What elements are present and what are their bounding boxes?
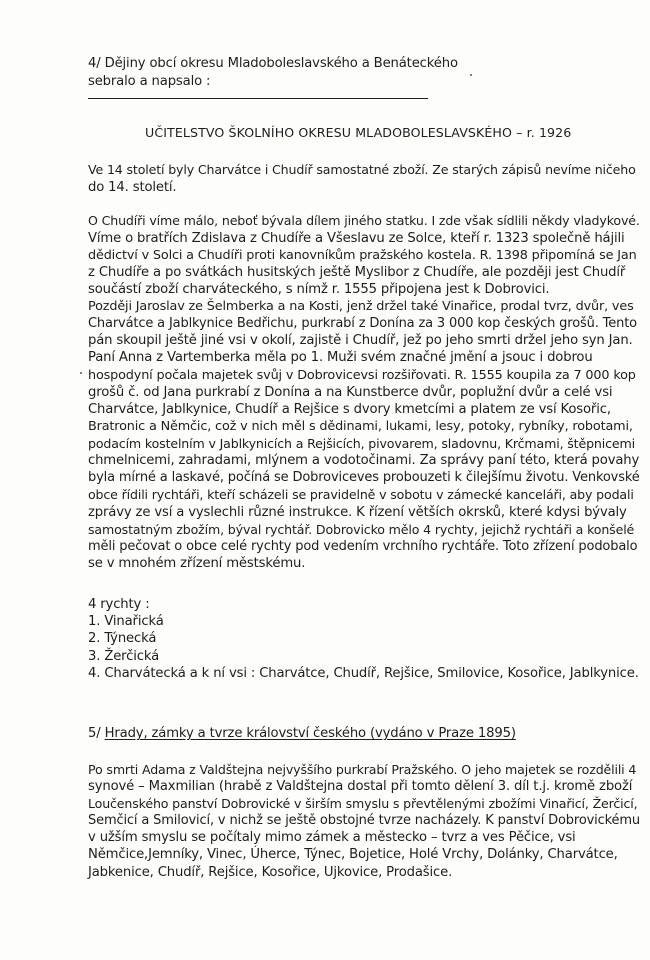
paragraph-line: Později Jaroslav ze Šelmberka a na Kosti, jenž držel také Vinařice, prodal tvrz, dvůr, ves xyxy=(88,299,634,314)
paragraph-line: v užším smyslu se počítaly mimo zámek a městecko – tvrz a ves Pěčice, vsi xyxy=(88,830,576,845)
paragraph-line: Charvátce a Jablkynice Bedřichu, purkrabí z Donína za 3 000 kop českých grošů. Tento xyxy=(88,316,637,331)
paragraph-line: chmelnicemi, zahradami, mlýnem a vodotočinami. Za správy paní této, která povahy xyxy=(88,453,640,468)
list-item: 2. Týnecká xyxy=(88,631,157,646)
paragraph-line: hospodyní počala majetek svůj v Dobrovicevsi rozšiřovati. R. 1555 koupila za 7 000 kop xyxy=(88,368,636,383)
signature-rule xyxy=(88,98,428,99)
paragraph-line: se v mnohém zřízení městskému. xyxy=(88,556,306,571)
document-heading: UČITELSTVO ŠKOLNÍHO OKRESU MLADOBOLESLAVSKÉHO – r. 1926 xyxy=(145,125,572,140)
paragraph-line: Bratronic a Němčic, což v nich měl s dědinami, lukami, lesy, potoky, rybníky, robotami, xyxy=(88,419,633,434)
paragraph-line: pán skoupil ještě jiné vsi v okolí, zajistě i Chudíř, jež po jeho smrti držel jeho syn Jan. xyxy=(88,333,633,348)
paragraph-line: Paní Anna z Vartemberka měla po 1. Muži svém značné jmění a jsouc i dobrou xyxy=(88,350,593,365)
section-heading xyxy=(88,726,516,742)
paragraph-line: Víme o bratřích Zdislava z Chudíře a Všeslavu ze Solce, kteří r. 1323 společně hájili xyxy=(88,231,625,246)
paragraph-line: byla mírné a laskavé, počíná se Dobroviceves probouzeti k čilejšímu životu. Venkovské xyxy=(88,470,640,485)
paragraph-line: samostatným zbožím, býval rychtář. Dobrovicko mělo 4 rychty, jejichž rychtáři a konšelé xyxy=(88,522,635,537)
list-item: 4. Charvátecká a k ní vsi : Charvátce, Chudíř, Rejšice, Smilovice, Kosořice, Jablkynice. xyxy=(88,666,639,681)
paragraph-line: O Chudíři víme málo, neboť bývala dílem jiného statku. I zde však sídlili někdy vladykové. xyxy=(88,213,640,228)
paragraph-line: Semčicí a Smilovicí, v nichž se ještě obstojné tvrze nacházely. K panství Dobrovickému xyxy=(88,813,640,828)
paragraph-line: podacím kostelním v Jablkynicích a Rejšicích, pivovarem, sladovnu, Krčmami, štěpnicemi xyxy=(88,436,635,451)
list-title: 4 rychty : xyxy=(88,597,150,612)
paragraph-line: dědictví v Solci a Chudíři proti kanovníkům pražského kostela. R. 1398 připomíná se Jan xyxy=(88,248,637,263)
paragraph-line: Loučenského panství Dobrovické v širším smyslu s převtělenými zbožími Vinařicí, Žerčicí, xyxy=(88,796,638,811)
paragraph-line: součástí zboží charváteckého, s nímž r. 1555 připojena jest k Dobrovici. xyxy=(88,282,550,297)
header-line-2: sebralo a napsalo : xyxy=(88,74,211,89)
section-title: Hrady, zámky a tvrze království českého (vydáno v Praze 1895) xyxy=(104,726,516,741)
paragraph-line: Charvátce, Jablkynice, Chudíř a Rejšice s dvory kmetcími a platem ze vsí Kosořic, xyxy=(88,402,611,417)
paragraph-line: z Chudíře a po svátkách husitských ještě Myslibor z Chudíře, ale později jest Chudíř xyxy=(88,265,626,280)
paragraph-line: Po smrti Adama z Valdštejna nejvyššího purkrabí Pražského. O jeho majetek se rozdělili 4 xyxy=(88,762,637,777)
paragraph-line: zprávy ze vsí a vyslechli různé instrukce. K řízení větších okrsků, které kdysi bývaly xyxy=(88,505,627,520)
paragraph-line: obce řídili rychtáři, kteří scházeli se pravidelně v sobotu v zámecké kanceláři, aby podali xyxy=(88,487,634,502)
list-item: 1. Vinařická xyxy=(88,614,164,629)
scan-speck xyxy=(470,74,472,76)
paragraph-line: do 14. století. xyxy=(88,180,177,195)
paragraph-line: měli pečovat o obce celé rychty pod vedením vrchního rychtáře. Toto zřízení podobalo xyxy=(88,539,638,554)
scan-speck xyxy=(80,372,82,374)
paragraph-line: synové – Maxmilian (hrabě z Valdštejna dostal při tomto dělení 3. díl t.j. kromě zboží xyxy=(88,779,633,794)
paragraph-line: grošů č. od Jana purkrabí z Donína a na Kunstberce dvůr, poplužní dvůr a celé vsi xyxy=(88,385,613,400)
paragraph-line: Jabkenice, Chudíř, Rejšice, Kosořice, Ujkovice, Prodašice. xyxy=(88,865,453,880)
paragraph-line: Němčice,Jemníky, Vinec, Úherce, Týnec, Bojetice, Holé Vrchy, Dolánky, Charvátce, xyxy=(88,847,618,862)
list-item: 3. Žerčická xyxy=(88,649,160,664)
section-number: 5/ xyxy=(88,726,101,741)
header-line-1: 4/ Dějiny obcí okresu Mladoboleslavského a Benáteckého xyxy=(88,56,458,71)
paragraph-line: Ve 14 století byly Charvátce i Chudíř samostatné zboží. Ze starých zápisů nevíme ničeho xyxy=(88,162,636,177)
